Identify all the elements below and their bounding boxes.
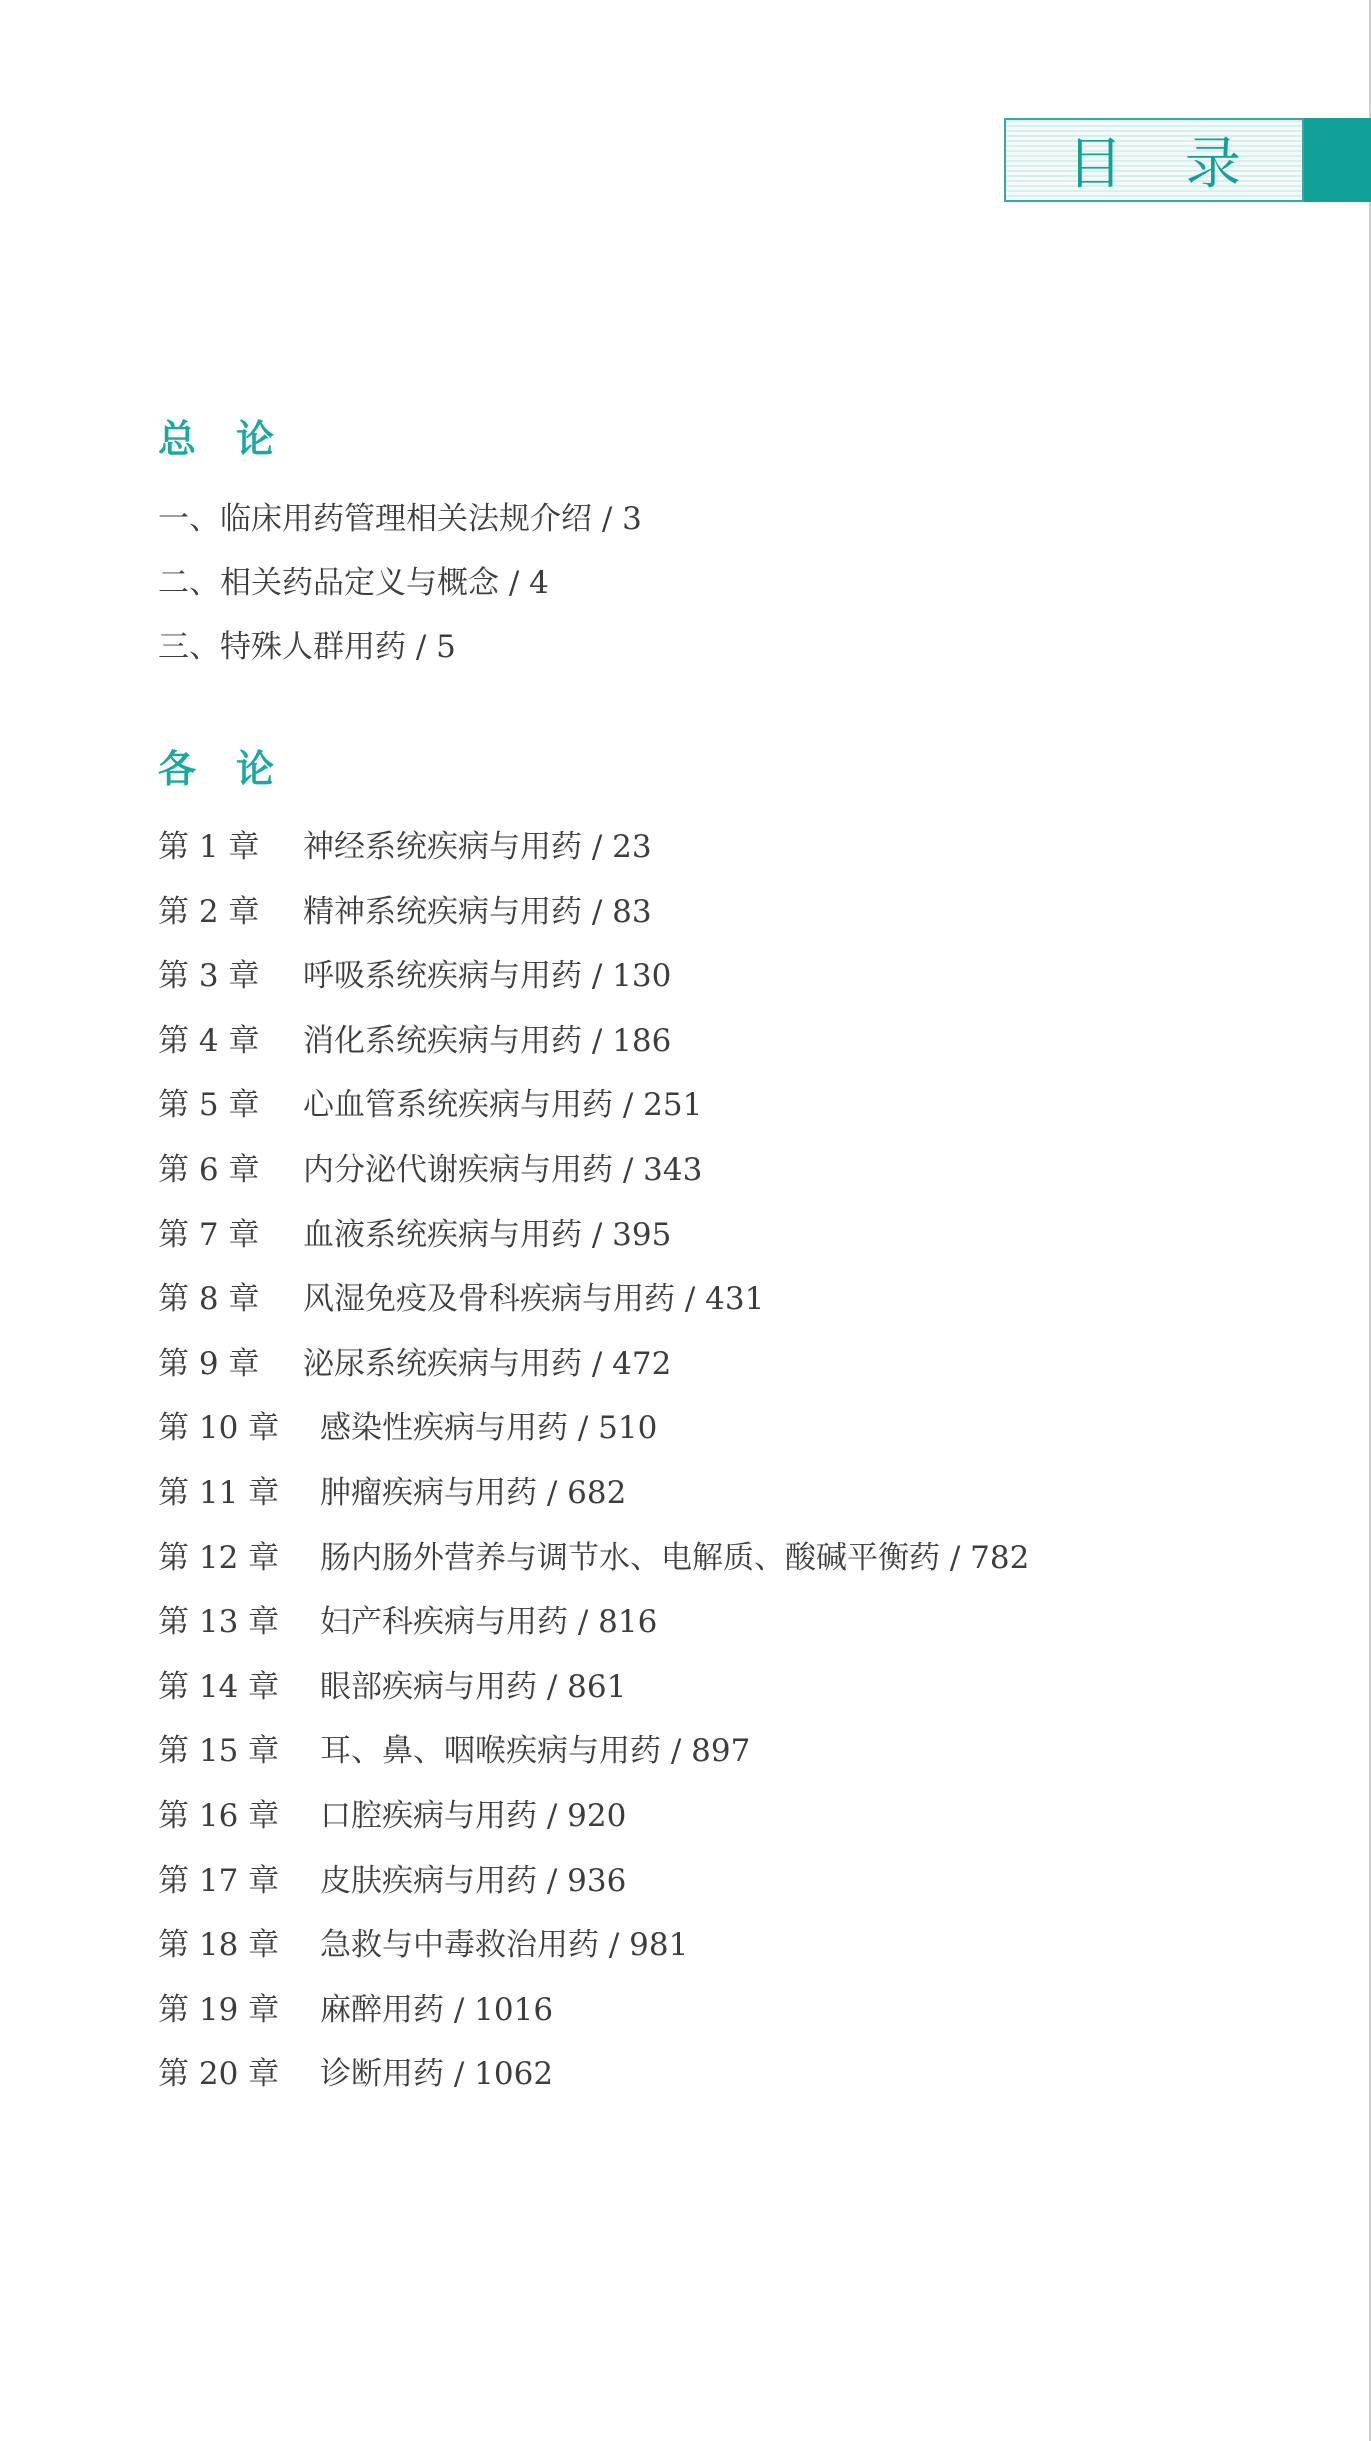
chapter-entry[interactable] — [158, 1009, 1029, 1074]
chapter-entry[interactable] — [158, 1590, 1029, 1655]
chapter-number: 第 5 章 — [158, 1087, 260, 1124]
chapter-title: 风湿免疫及骨科疾病与用药 / 431 — [303, 1281, 765, 1318]
chapter-title: 皮肤疾病与用药 / 936 — [320, 1862, 627, 1899]
toc-title-box — [1004, 118, 1304, 202]
chapter-number: 第 10 章 — [158, 1410, 280, 1447]
chapter-title: 肠内肠外营养与调节水、电解质、酸碱平衡药 / 782 — [320, 1539, 1030, 1576]
chapter-number: 第 12 章 — [158, 1539, 280, 1576]
toc-entry[interactable] — [158, 615, 642, 679]
chapter-entry[interactable] — [158, 1719, 1029, 1784]
chapter-number: 第 14 章 — [158, 1668, 280, 1705]
chapter-number: 第 18 章 — [158, 1927, 280, 1964]
toc-entry[interactable] — [158, 551, 642, 615]
chapter-number: 第 15 章 — [158, 1733, 280, 1770]
chapter-title: 精神系统疾病与用药 / 83 — [303, 893, 652, 930]
chapter-number: 第 20 章 — [158, 2056, 280, 2093]
chapter-entry[interactable] — [158, 1461, 1029, 1526]
chapter-entry[interactable] — [158, 2042, 1029, 2107]
toc-entry-text: 二、相关药品定义与概念 / 4 — [158, 565, 549, 601]
chapter-number: 第 4 章 — [158, 1022, 260, 1059]
chapter-entry[interactable] — [158, 1978, 1029, 2043]
chapter-number: 第 3 章 — [158, 958, 260, 995]
section-heading-general-char-2: 论 — [236, 417, 275, 461]
chapter-title: 麻醉用药 / 1016 — [320, 1991, 554, 2028]
chapter-number: 第 17 章 — [158, 1862, 280, 1899]
chapter-number: 第 6 章 — [158, 1151, 260, 1188]
chapter-title: 耳、鼻、咽喉疾病与用药 / 897 — [320, 1733, 751, 1770]
chapter-title: 诊断用药 / 1062 — [320, 2056, 554, 2093]
chapter-number: 第 13 章 — [158, 1604, 280, 1641]
section-heading-specific-char-1: 各 — [158, 747, 197, 791]
chapter-entry[interactable] — [158, 1332, 1029, 1397]
general-list — [158, 487, 642, 679]
section-heading-general — [158, 408, 274, 463]
chapter-entry[interactable] — [158, 1913, 1029, 1978]
toc-entry[interactable] — [158, 487, 642, 551]
chapter-number: 第 1 章 — [158, 829, 260, 865]
chapter-entry[interactable] — [158, 1138, 1029, 1203]
chapter-entry[interactable] — [158, 815, 1029, 880]
chapter-number: 第 16 章 — [158, 1797, 280, 1834]
chapter-entry[interactable] — [158, 880, 1029, 945]
chapter-number: 第 2 章 — [158, 893, 260, 930]
chapter-entry[interactable] — [158, 1267, 1029, 1332]
chapter-entry[interactable] — [158, 944, 1029, 1009]
chapter-number: 第 9 章 — [158, 1345, 260, 1382]
chapter-entry[interactable] — [158, 1849, 1029, 1914]
chapter-list — [158, 815, 1029, 2107]
chapter-entry[interactable] — [158, 1396, 1029, 1461]
chapter-entry[interactable] — [158, 1784, 1029, 1849]
chapter-title: 肿瘤疾病与用药 / 682 — [320, 1474, 627, 1511]
chapter-number: 第 8 章 — [158, 1281, 260, 1318]
chapter-entry[interactable] — [158, 1073, 1029, 1138]
chapter-title: 泌尿系统疾病与用药 / 472 — [303, 1345, 672, 1382]
chapter-title: 呼吸系统疾病与用药 / 130 — [303, 958, 672, 995]
toc-entry-text: 一、临床用药管理相关法规介绍 / 3 — [158, 501, 642, 537]
chapter-entry[interactable] — [158, 1655, 1029, 1720]
toc-title — [1006, 120, 1302, 200]
chapter-title: 眼部疾病与用药 / 861 — [320, 1668, 627, 1705]
chapter-number: 第 7 章 — [158, 1216, 260, 1253]
chapter-title: 妇产科疾病与用药 / 816 — [320, 1604, 658, 1641]
chapter-title: 消化系统疾病与用药 / 186 — [303, 1022, 672, 1059]
chapter-title: 神经系统疾病与用药 / 23 — [303, 829, 652, 865]
toc-entry-text: 三、特殊人群用药 / 5 — [158, 629, 456, 665]
chapter-title: 口腔疾病与用药 / 920 — [320, 1797, 627, 1834]
section-heading-specific — [158, 738, 274, 793]
chapter-title: 内分泌代谢疾病与用药 / 343 — [303, 1151, 703, 1188]
chapter-number: 第 19 章 — [158, 1991, 280, 2028]
title-accent-bar — [1304, 118, 1371, 202]
chapter-title: 血液系统疾病与用药 / 395 — [303, 1216, 672, 1253]
toc-title-char-1: 目 — [1067, 132, 1123, 197]
chapter-number: 第 11 章 — [158, 1474, 280, 1511]
chapter-entry[interactable] — [158, 1526, 1029, 1591]
toc-title-char-2: 录 — [1185, 132, 1241, 197]
section-heading-specific-char-2: 论 — [236, 747, 275, 791]
chapter-title: 急救与中毒救治用药 / 981 — [320, 1927, 689, 1964]
chapter-title: 心血管系统疾病与用药 / 251 — [303, 1087, 703, 1124]
section-heading-general-char-1: 总 — [158, 417, 197, 461]
chapter-title: 感染性疾病与用药 / 510 — [320, 1410, 658, 1447]
chapter-entry[interactable] — [158, 1203, 1029, 1268]
